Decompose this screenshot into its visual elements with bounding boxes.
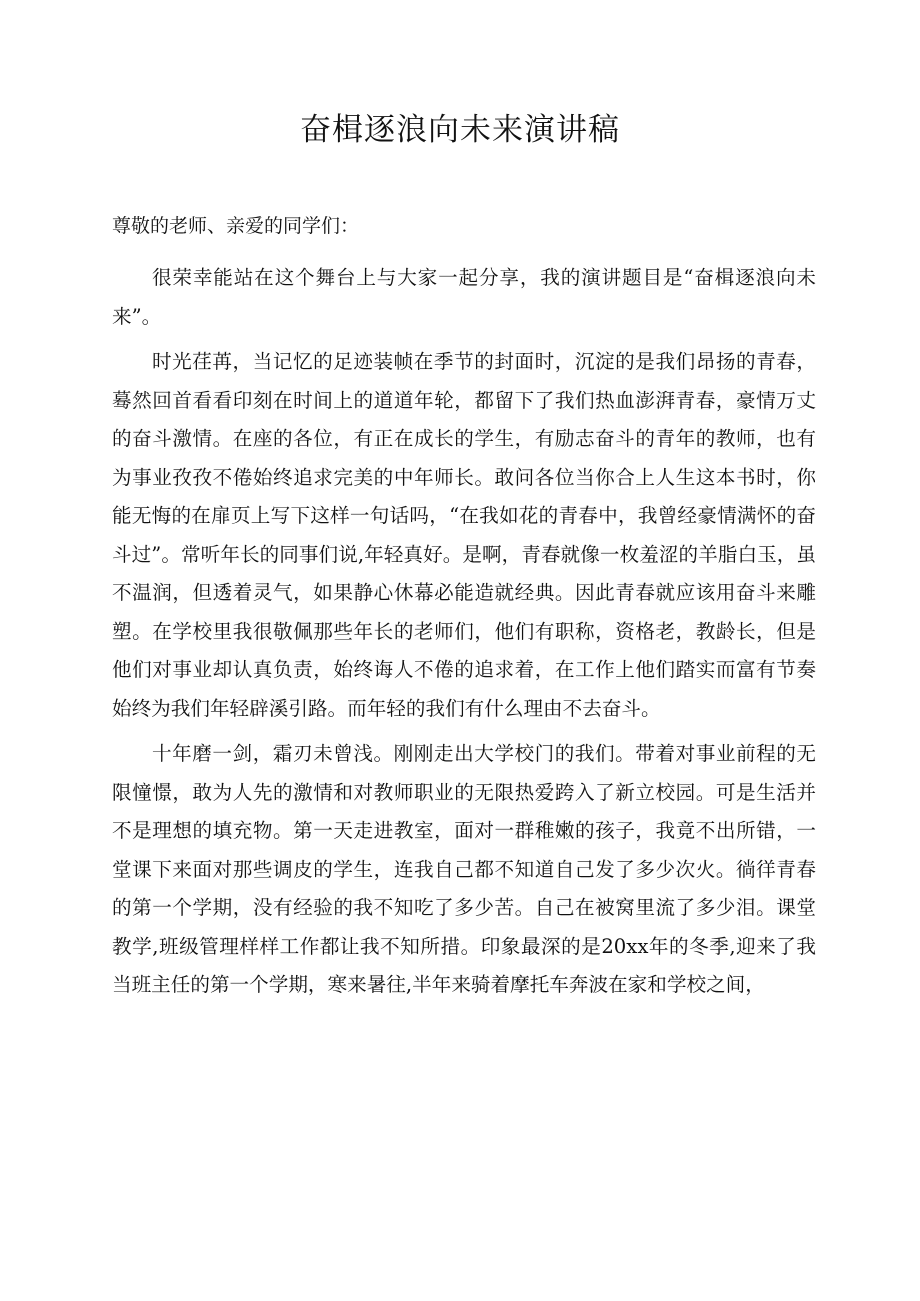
paragraph-intro: 很荣幸能站在这个舞台上与大家一起分享，我的演讲题目是“奋楫逐浪向未来”。: [112, 266, 816, 328]
document-body: [112, 207, 816, 1012]
salutation: 尊敬的老师、亲爱的同学们：: [112, 215, 360, 237]
paragraph-teaching: 十年磨一剑，霜刃未曾浅。刚刚走出大学校门的我们。带着对事业前程的无限憧憬，敢为人先的激情和对教师职业的无限热爱跨入了新立校园。可是生活并不是理想的填充物。第一天走进教室，面对一群稚嫩的孩子，我竟不出所错，一堂课下来面对那些调皮的学生，连我自己都不知道自己发了多少次火。徜徉青春的第一个学期，没有经验的我不知吃了多少苦。自己在被窝里流了多少泪。课堂教学,班级管理样样工作都让我不知所措。印象最深的是20xx年的冬季,迎来了我当班主任的第一个学期，寒来暑往,半年来骑着摩托车奔波在家和学校之间，: [112, 742, 816, 996]
document-title: 奋楫逐浪向未来演讲稿: [300, 112, 620, 148]
paragraph-youth: 时光荏苒，当记忆的足迹装帧在季节的封面时，沉淀的是我们昂扬的青春，蓦然回首看看印刻在时间上的道道年轮，都留下了我们热血澎湃青春，豪情万丈的奋斗激情。在座的各位，有正在成长的学生，有励志奋斗的青年的教师，也有为事业孜孜不倦始终追求完美的中年师长。敢问各位当你合上人生这本书时，你能无悔的在扉页上写下这样一句话吗，“在我如花的青春中，我曾经豪情满怀的奋斗过”。常听年长的同事们说,年轻真好。是啊，青春就像一枚羞涩的羊脂白玉，虽不温润，但透着灵气，如果静心休幕必能造就经典。因此青春就应该用奋斗来雕塑。在学校里我很敬佩那些年长的老师们，他们有职称，资格老，教龄长，但是他们对事业却认真负责，始终诲人不倦的追求着，在工作上他们踏实而富有节奏始终为我们年轻辟溪引路。而年轻的我们有什么理由不去奋斗。: [112, 350, 816, 720]
